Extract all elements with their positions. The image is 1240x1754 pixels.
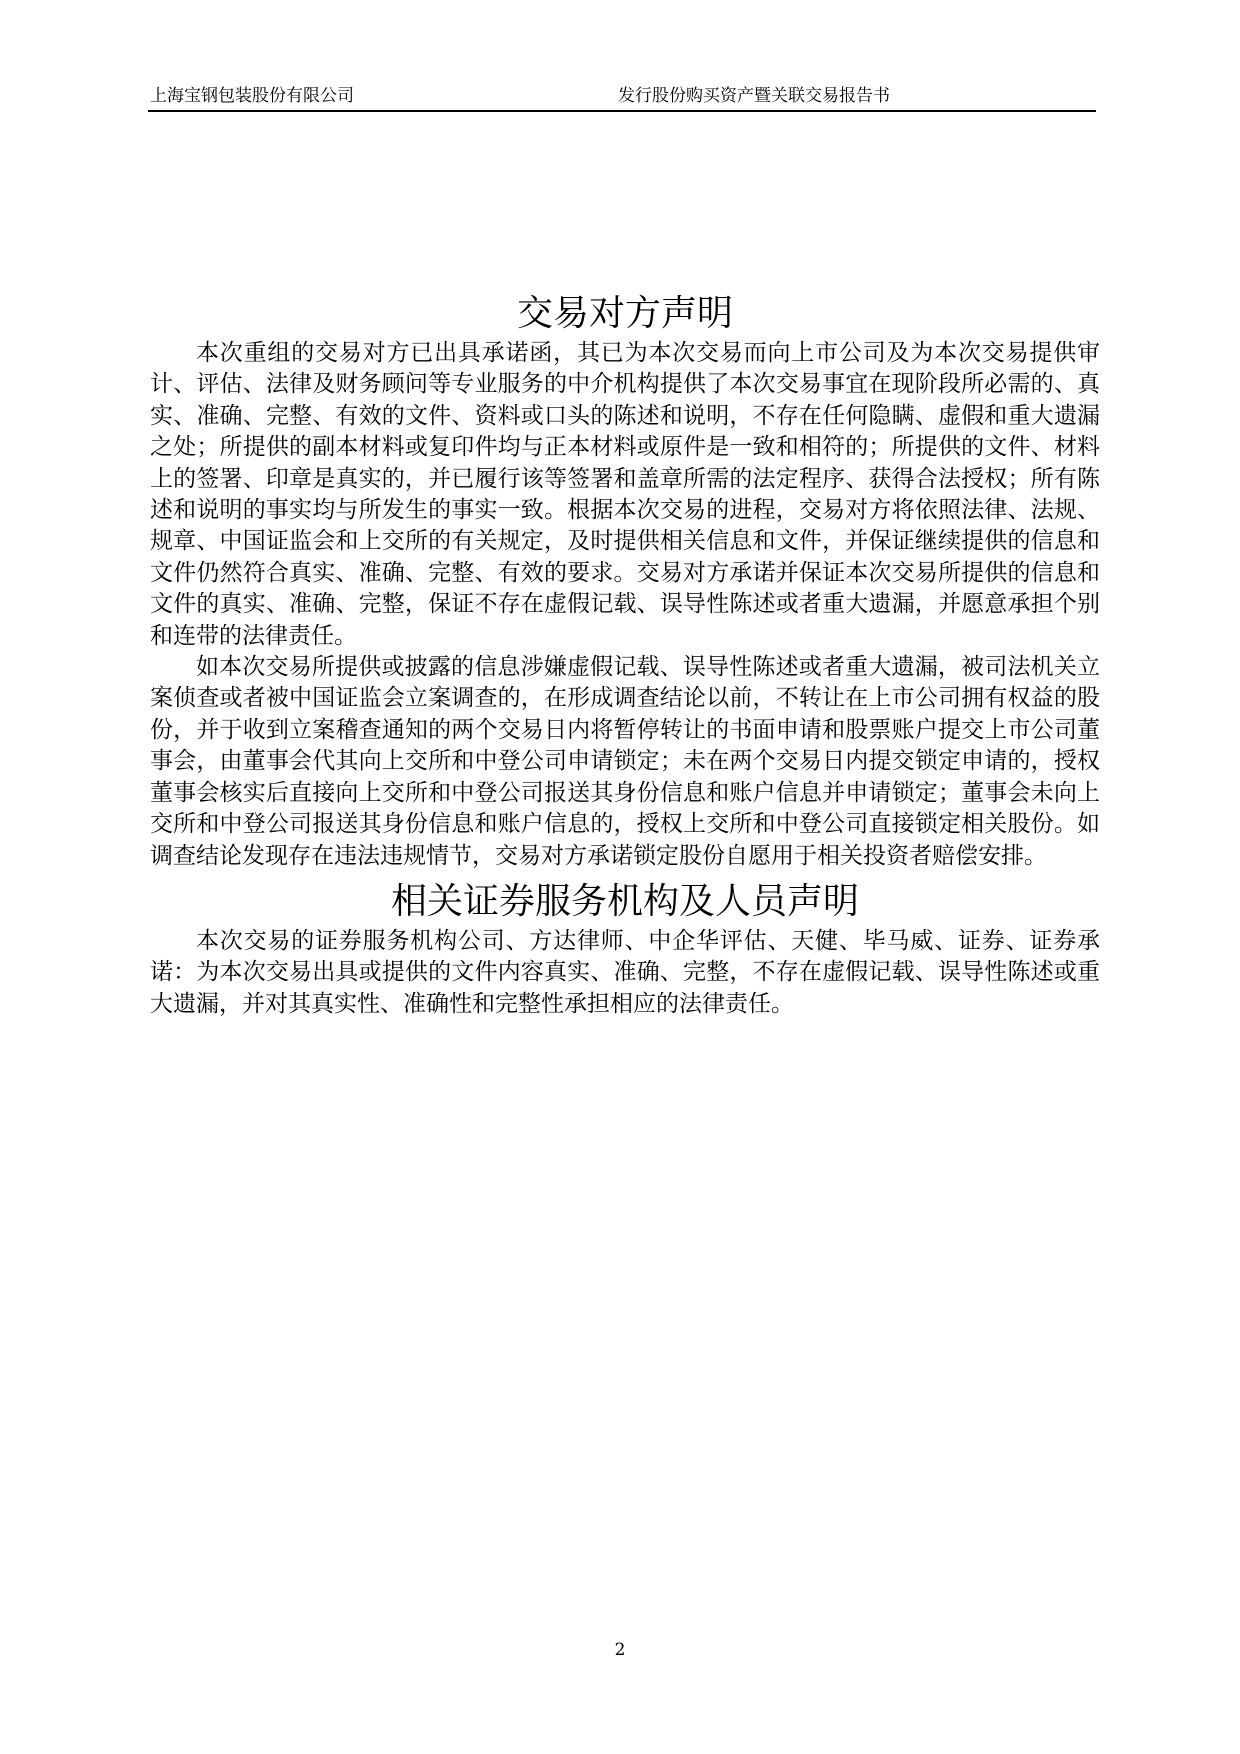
header-document-title: 发行股份购买资产暨关联交易报告书 — [618, 86, 890, 106]
section-title-counterparty-statement: 交易对方声明 — [516, 293, 733, 334]
page-header — [148, 84, 1096, 112]
header-company-name: 上海宝钢包装股份有限公司 — [150, 86, 354, 106]
page-number: 2 — [614, 1640, 626, 1660]
counterparty-paragraph-1: 本次重组的交易对方已出具承诺函，其已为本次交易而向上市公司及为本次交易提供审计、评估、法律及财务顾问等专业服务的中介机构提供了本次交易事宜在现阶段所必需的、真实、准确、完整、有效的文件、资料或口头的陈述和说明，不存在任何隐瞒、虚假和重大遗漏之处；所提供的副本材料或复印件均与正本材料或原件是一致和相符的；所提供的文件、材料上的签署、印章是真实的，并已履行该等签署和盖章所需的法定程序、获得合法授权；所有陈述和说明的事实均与所发生的事实一致。根据本次交易的进程，交易对方将依照法律、法规、规章、中国证监会和上交所的有关规定，及时提供相关信息和文件，并保证继续提供的信息和文件仍然符合真实、准确、完整、有效的要求。交易对方承诺并保证本次交易所提供的信息和文件的真实、准确、完整，保证不存在虚假记载、误导性陈述或者重大遗漏，并愿意承担个别和连带的法律责任。 — [150, 340, 1100, 649]
service-institutions-paragraph-1: 本次交易的证券服务机构公司、方达律师、中企华评估、天健、毕马威、证券、证券承诺：为本次交易出具或提供的文件内容真实、准确、完整，不存在虚假记载、误导性陈述或重大遗漏，并对其真实性、准确性和完整性承担相应的法律责任。 — [150, 927, 1100, 1017]
section-title-service-institutions-statement: 相关证券服务机构及人员声明 — [390, 880, 859, 922]
counterparty-paragraph-2: 如本次交易所提供或披露的信息涉嫌虚假记载、误导性陈述或者重大遗漏，被司法机关立案侦查或者被中国证监会立案调查的，在形成调查结论以前，不转让在上市公司拥有权益的股份，并于收到立案稽查通知的两个交易日内将暂停转让的书面申请和股票账户提交上市公司董事会，由董事会代其向上交所和中登公司申请锁定；未在两个交易日内提交锁定申请的，授权董事会核实后直接向上交所和中登公司报送其身份信息和账户信息并申请锁定；董事会未向上交所和中登公司报送其身份信息和账户信息的，授权上交所和中登公司直接锁定相关股份。如调查结论发现存在违法违规情节，交易对方承诺锁定股份自愿用于相关投资者赔偿安排。 — [150, 654, 1100, 869]
page-content — [150, 290, 1100, 1020]
